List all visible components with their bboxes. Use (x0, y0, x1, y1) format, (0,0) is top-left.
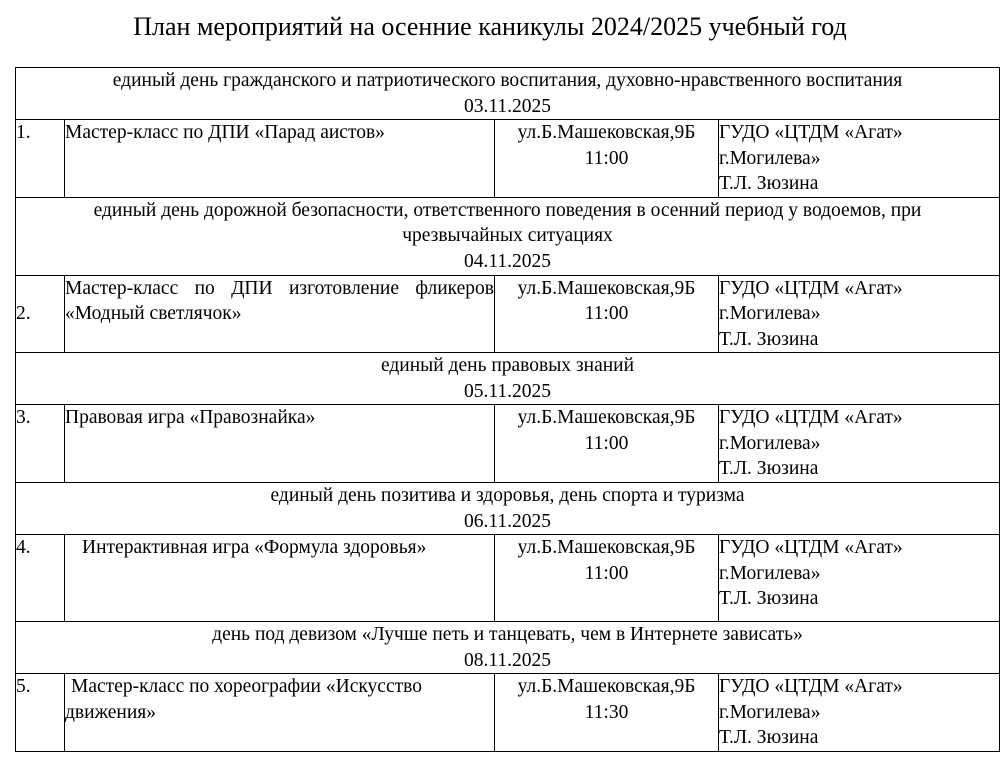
section-date: 08.11.2025 (463, 649, 552, 671)
section-date: 05.11.2025 (463, 380, 552, 402)
section-date: 06.11.2025 (463, 510, 552, 532)
event-location-cell (495, 275, 719, 353)
event-number: 1. (16, 120, 65, 198)
organizer-name: ГУДО «ЦТДМ «Агат» (719, 676, 903, 697)
event-address: ул.Б.Машековская,9Б (517, 676, 696, 697)
section-title: день под девизом «Лучше петь и танцевать, чем в Интернете зависать» (212, 624, 803, 645)
responsible-person: Т.Л. Зюзина (719, 328, 819, 350)
section-date: 04.11.2025 (463, 250, 552, 272)
event-address: ул.Б.Машековская,9Б (517, 407, 696, 428)
organizer-name: ГУДО «ЦТДМ «Агат» (719, 122, 903, 143)
event-time: 11:00 (584, 432, 629, 454)
event-name: Правовая игра «Правознайка» (65, 405, 495, 483)
event-organizer-cell (719, 120, 1000, 198)
event-name-text: Мастер-класс по хореографии «Искусство движения» (65, 676, 422, 723)
organizer-city: г.Могилева» (719, 147, 821, 169)
responsible-person: Т.Л. Зюзина (719, 458, 819, 479)
event-name: Мастер-класс по ДПИ «Парад аистов» (65, 120, 495, 198)
event-number: 2. (16, 275, 65, 353)
organizer-name: ГУДО «ЦТДМ «Агат» (719, 537, 903, 558)
event-organizer-cell (719, 674, 1000, 752)
event-name: Интерактивная игра «Формула здоровья» (65, 535, 495, 622)
organizer-name: ГУДО «ЦТДМ «Агат» (719, 407, 903, 428)
event-name: Мастер-класс по ДПИ изготовление фликеров «Модный светлячок» (65, 275, 495, 353)
section-heading-cell (16, 483, 1000, 535)
organizer-city: г.Могилева» (719, 432, 821, 454)
organizer-city: г.Могилева» (719, 701, 821, 723)
event-organizer-cell (719, 405, 1000, 483)
event-row (16, 535, 1000, 622)
section-header-row (16, 483, 1000, 535)
section-header-row (16, 622, 1000, 674)
event-name (65, 674, 495, 752)
section-header-row (16, 197, 1000, 275)
event-row (16, 674, 1000, 752)
event-address: ул.Б.Машековская,9Б (517, 122, 696, 143)
event-row (16, 275, 1000, 353)
section-title: единый день гражданского и патриотического воспитания, духовно-нравственного воспитания (112, 70, 903, 91)
event-address: ул.Б.Машековская,9Б (517, 277, 696, 299)
event-address: ул.Б.Машековская,9Б (517, 537, 696, 558)
event-time: 11:30 (584, 701, 629, 723)
section-title-continued: чрезвычайных ситуациях (402, 225, 613, 246)
organizer-city: г.Могилева» (719, 562, 821, 584)
event-time: 11:00 (584, 147, 629, 169)
organizer-city: г.Могилева» (719, 303, 821, 324)
section-title: единый день позитива и здоровья, день спорта и туризма (270, 485, 745, 506)
section-header-row (16, 353, 1000, 405)
event-location-cell (495, 674, 719, 752)
responsible-person: Т.Л. Зюзина (719, 588, 819, 609)
event-number: 5. (16, 674, 65, 752)
event-location-cell (495, 405, 719, 483)
section-heading-cell (16, 622, 1000, 674)
section-heading-cell (16, 197, 1000, 275)
events-table (15, 67, 1000, 752)
event-location-cell (495, 120, 719, 198)
section-heading-cell (16, 353, 1000, 405)
event-number: 4. (16, 535, 65, 622)
event-row (16, 120, 1000, 198)
section-date: 03.11.2025 (463, 95, 552, 117)
section-title: единый день дорожной безопасности, ответственного поведения в осенний период у водоемов, при (93, 199, 922, 221)
section-heading-cell (16, 68, 1000, 120)
event-location-cell (495, 535, 719, 622)
section-title: единый день правовых знаний (380, 355, 635, 376)
organizer-name: ГУДО «ЦТДМ «Агат» (719, 277, 903, 299)
responsible-person: Т.Л. Зюзина (719, 727, 819, 748)
event-number: 3. (16, 405, 65, 483)
event-time: 11:00 (584, 303, 629, 324)
section-header-row (16, 68, 1000, 120)
event-organizer-cell (719, 275, 1000, 353)
event-organizer-cell (719, 535, 1000, 622)
event-time: 11:00 (584, 562, 629, 584)
responsible-person: Т.Л. Зюзина (719, 173, 819, 194)
document-title: План мероприятий на осенние каникулы 2024/2025 учебный год (133, 12, 847, 41)
event-row (16, 405, 1000, 483)
